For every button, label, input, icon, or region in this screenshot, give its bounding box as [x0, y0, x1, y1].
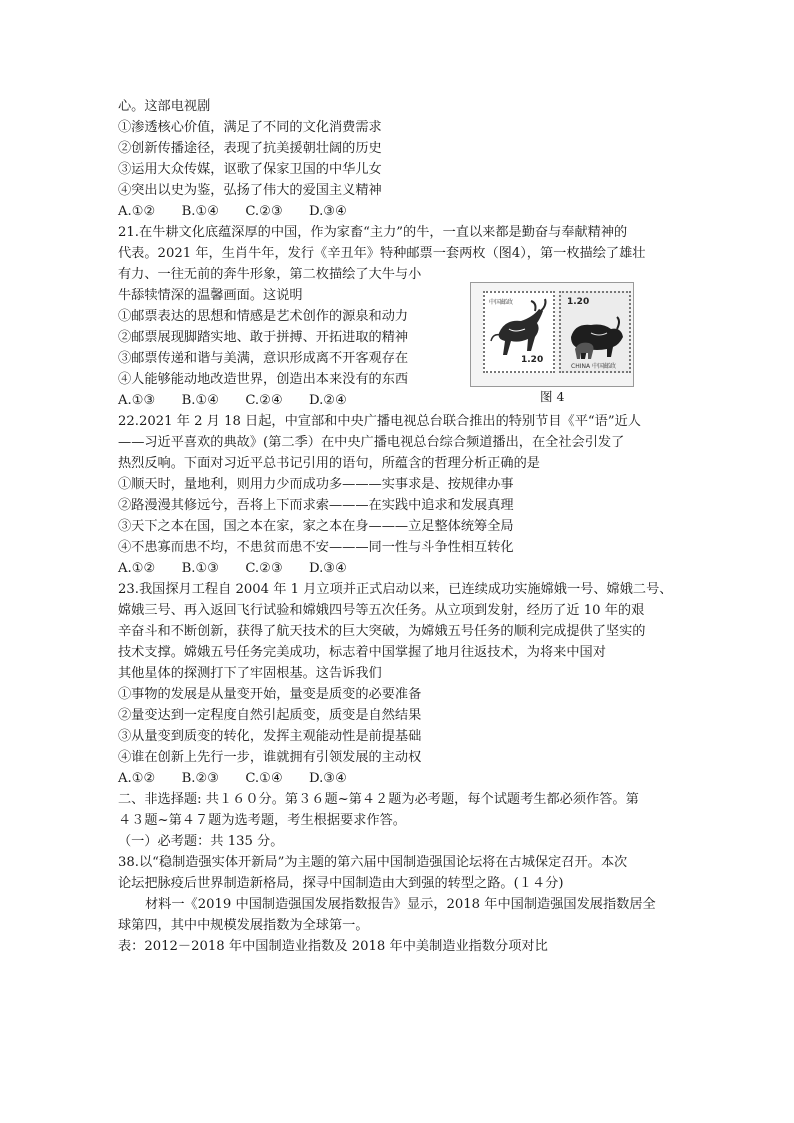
q21-option-1: ①邮票表达的思想和情感是艺术创作的源泉和动力 [118, 309, 409, 324]
q21-stem-line-1: 21.在牛耕文化底蕴深厚的中国，作为家畜“主力”的牛，一直以来都是勤奋与奉献精神的 [118, 225, 628, 240]
q22-stem-line-3: 热烈反响。下面对习近平总书记引用的语句，所蕴含的哲理分析正确的是 [118, 456, 540, 471]
figure-caption: 图 4 [540, 389, 565, 404]
choice-c: C.②③ [245, 204, 283, 219]
choice-c: C.②③ [245, 561, 283, 576]
choice-b: B.①③ [181, 561, 220, 576]
q20-option-4: ④突出以史为鉴，弘扬了伟大的爱国主义精神 [118, 183, 382, 198]
q22-stem-line-1: 22.2021 年 2 月 18 日起，中宣部和中央广播电视总台联合推出的特别节目《平“语”近人 [118, 414, 641, 429]
choice-a: A.①② [118, 561, 156, 576]
required-section-heading: （一）必考题：共 135 分。 [118, 834, 284, 849]
q20-option-1: ①渗透核心价值，满足了不同的文化消费需求 [118, 120, 382, 135]
ox-and-calf-illustration [561, 293, 629, 371]
part2-heading-line-2: ４３题~第４７题为选考题，考生根据要求作答。 [118, 813, 406, 828]
q20-answer-choices [118, 202, 369, 222]
q22-option-3: ③天下之本在国，国之本在家，家之本在身———立足整体统筹全局 [118, 519, 514, 534]
choice-c: C.②④ [245, 393, 283, 408]
q23-stem-line-2: 嫦娥三号、再入返回飞行试验和嫦娥四号等五次任务。从立项到发射，经历了近 10 年的艰 [118, 603, 645, 618]
q23-stem-line-3: 辛奋斗和不断创新，获得了航天技术的巨大突破，为嫦娥五号任务的顺利完成提供了坚实的 [118, 624, 646, 639]
q21-option-3: ③邮票传递和谐与美满，意识形成离不开客观存在 [118, 351, 409, 366]
q21-stem-line-3: 有力、一往无前的奔牛形象，第二枚描绘了大牛与小 [118, 267, 422, 282]
stamp-running-ox [483, 291, 555, 373]
q23-option-3: ③从量变到质变的转化，发挥主观能动性是前提基础 [118, 729, 422, 744]
q21-stem-line-2: 代表。2021 年，生肖牛年，发行《辛丑年》特种邮票一套两枚（图4），第一枚描绘了雄壮 [118, 246, 646, 261]
q20-stem-tail: 心。这部电视剧 [118, 99, 211, 114]
choice-d: D.③④ [308, 771, 347, 786]
q22-option-1: ①顺天时，量地利，则用力少而成功多———实事求是、按规律办事 [118, 477, 514, 492]
q21-option-2: ②邮票展现脚踏实地、敢于拼搏、开拓进取的精神 [118, 330, 409, 345]
q23-stem-line-4: 技术支撑。嫦娥五号任务完美成功，标志着中国掌握了地月往返技术，为将来中国对 [118, 645, 606, 660]
q38-stem-line-1: 38.以“稳制造强实体开新局”为主题的第六届中国制造强国论坛将在古城保定召开。本次 [118, 855, 628, 870]
stamp2-denomination: 1.20 [567, 297, 590, 307]
q21-stem-line-4: 牛舔犊情深的温馨画面。这说明 [118, 288, 303, 303]
stamp1-denomination: 1.20 [521, 355, 544, 365]
q23-option-2: ②量变达到一定程度自然引起质变，质变是自然结果 [118, 708, 422, 723]
stamp-ox-and-calf [559, 291, 631, 373]
choice-a: A.①② [118, 771, 156, 786]
choice-d: D.③④ [308, 204, 347, 219]
choice-b: B.①④ [181, 204, 220, 219]
q38-material-line-1: 材料一《2019 中国制造强国发展指数报告》显示，2018 年中国制造强国发展指数居全 [145, 897, 656, 912]
q21-option-4: ④人能够能动地改造世界，创造出本来没有的东西 [118, 372, 409, 387]
choice-b: B.②③ [181, 771, 220, 786]
q23-answer-choices [118, 769, 369, 789]
q22-option-4: ④不患寡而患不均，不患贫而患不安———同一性与斗争性相互转化 [118, 540, 514, 555]
q22-stem-line-2: ——习近平喜欢的典故》(第二季）在中央广播电视总台综合频道播出，在全社会引发了 [118, 435, 625, 450]
q38-stem-line-2: 论坛把脉疫后世界制造新格局，探寻中国制造由大到强的转型之路。(１４分) [118, 876, 564, 891]
choice-a: A.①② [118, 204, 156, 219]
choice-d: D.②④ [308, 393, 347, 408]
q20-option-3: ③运用大众传媒，讴歌了保家卫国的中华儿女 [118, 162, 382, 177]
choice-d: D.③④ [308, 561, 347, 576]
q23-option-4: ④谁在创新上先行一步，谁就拥有引领发展的主动权 [118, 750, 422, 765]
stamp2-country-label: CHINA 中国邮政 [571, 363, 616, 370]
stamp-figure [470, 282, 634, 387]
q23-option-1: ①事物的发展是从量变开始，量变是质变的必要准备 [118, 687, 422, 702]
q22-answer-choices [118, 559, 369, 579]
q23-stem-line-1: 23.我国探月工程自 2004 年 1 月立项并正式启动以来，已连续成功实施嫦娥一号、嫦娥二号、 [118, 582, 673, 597]
q22-option-2: ②路漫漫其修远兮，吾将上下而求索———在实践中追求和发展真理 [118, 498, 514, 513]
q38-table-title: 表：2012－2018 年中国制造业指数及 2018 年中美制造业指数分项对比 [118, 939, 548, 954]
q21-answer-choices [118, 391, 369, 411]
choice-b: B.①④ [181, 393, 220, 408]
stamp1-country-label: 中国邮政 [489, 299, 514, 306]
q38-material-line-2: 球第四，其中中规模发展指数为全球第一。 [118, 918, 369, 933]
q20-option-2: ②创新传播途径，表现了抗美援朝壮阔的历史 [118, 141, 382, 156]
choice-a: A.①③ [118, 393, 156, 408]
choice-c: C.①④ [245, 771, 283, 786]
q23-stem-line-5: 其他星体的探测打下了牢固根基。这告诉我们 [118, 666, 382, 681]
part2-heading-line-1: 二、非选择题: 共１６０分。第３６题~第４２题为必考题，每个试题考生都必须作答。第 [118, 792, 639, 807]
